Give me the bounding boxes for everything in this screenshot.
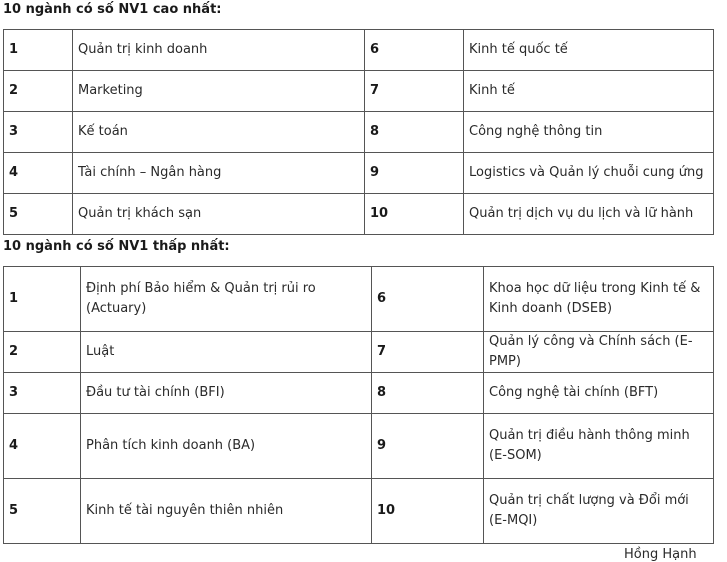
major-name-cell: Công nghệ thông tin — [464, 112, 714, 153]
major-name-cell: Kinh tế tài nguyên thiên nhiên — [81, 479, 372, 544]
major-name-cell: Quản trị chất lượng và Đổi mới (E-MQI) — [484, 479, 714, 544]
rank-cell: 2 — [4, 332, 81, 373]
rank-cell: 7 — [365, 71, 464, 112]
major-name-cell: Quản trị kinh doanh — [73, 30, 365, 71]
rank-cell: 5 — [4, 194, 73, 235]
rank-cell: 5 — [4, 479, 81, 544]
major-name-cell: Quản lý công và Chính sách (E-PMP) — [484, 332, 714, 373]
major-name-cell: Định phí Bảo hiểm & Quản trị rủi ro (Actuary) — [81, 267, 372, 332]
table-row — [4, 267, 714, 332]
rank-cell: 1 — [4, 267, 81, 332]
table-row — [4, 194, 714, 235]
bottom-majors-table — [3, 266, 714, 544]
major-name-cell: Kinh tế quốc tế — [464, 30, 714, 71]
table-row — [4, 332, 714, 373]
table-row — [4, 30, 714, 71]
major-name-cell: Tài chính – Ngân hàng — [73, 153, 365, 194]
major-name-cell: Marketing — [73, 71, 365, 112]
rank-cell: 7 — [372, 332, 484, 373]
rank-cell: 6 — [372, 267, 484, 332]
major-name-cell: Quản trị điều hành thông minh (E-SOM) — [484, 414, 714, 479]
rank-cell: 4 — [4, 153, 73, 194]
major-name-cell: Đầu tư tài chính (BFI) — [81, 373, 372, 414]
major-name-cell: Khoa học dữ liệu trong Kinh tế & Kinh doanh (DSEB) — [484, 267, 714, 332]
rank-cell: 8 — [365, 112, 464, 153]
major-name-cell: Phân tích kinh doanh (BA) — [81, 414, 372, 479]
rank-cell: 4 — [4, 414, 81, 479]
rank-cell: 10 — [365, 194, 464, 235]
rank-cell: 3 — [4, 373, 81, 414]
author-credit: Hồng Hạnh — [624, 547, 697, 562]
major-name-cell: Quản trị khách sạn — [73, 194, 365, 235]
rank-cell: 9 — [372, 414, 484, 479]
table-row — [4, 153, 714, 194]
table-row — [4, 414, 714, 479]
rank-cell: 1 — [4, 30, 73, 71]
section1-heading: 10 ngành có số NV1 cao nhất: — [3, 2, 222, 17]
major-name-cell: Logistics và Quản lý chuỗi cung ứng — [464, 153, 714, 194]
rank-cell: 3 — [4, 112, 73, 153]
major-name-cell: Luật — [81, 332, 372, 373]
rank-cell: 9 — [365, 153, 464, 194]
table-row — [4, 479, 714, 544]
major-name-cell: Quản trị dịch vụ du lịch và lữ hành — [464, 194, 714, 235]
table-row — [4, 112, 714, 153]
major-name-cell: Công nghệ tài chính (BFT) — [484, 373, 714, 414]
rank-cell: 10 — [372, 479, 484, 544]
table-row — [4, 373, 714, 414]
table-row — [4, 71, 714, 112]
rank-cell: 8 — [372, 373, 484, 414]
major-name-cell: Kế toán — [73, 112, 365, 153]
top-majors-table — [3, 29, 714, 235]
major-name-cell: Kinh tế — [464, 71, 714, 112]
rank-cell: 2 — [4, 71, 73, 112]
rank-cell: 6 — [365, 30, 464, 71]
section2-heading: 10 ngành có số NV1 thấp nhất: — [3, 239, 230, 254]
